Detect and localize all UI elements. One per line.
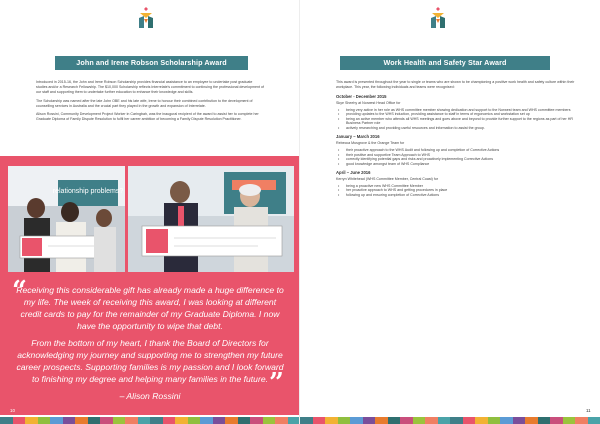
stripe-segment bbox=[338, 417, 351, 424]
section-subheading: Kerryn Whitehead (WHS Committee Member, Central Coast) for bbox=[336, 177, 439, 182]
stripe-segment bbox=[188, 417, 201, 424]
stripe-segment bbox=[0, 417, 13, 424]
stripe-segment bbox=[588, 417, 600, 424]
stripe-segment bbox=[550, 417, 563, 424]
stripe-segment bbox=[138, 417, 151, 424]
stripe-segment bbox=[113, 417, 126, 424]
stripe-segment bbox=[475, 417, 488, 424]
color-stripe-right bbox=[300, 417, 600, 424]
list-item: • being very active in her role as WHS committee member showing dedication and support to the Norwest team and WHS committee members bbox=[336, 108, 576, 113]
stripe-segment bbox=[250, 417, 263, 424]
award-photo-left bbox=[8, 166, 125, 272]
scholarship-paragraph: Introduced in 2015-16, the John and Irene Robson Scholarship provides financial assistance to an employee to undertake post graduate studies and/or a Research Fellowship. The $10,000 Scholarship reflects Interrelate's commitment to continuing the professional development of our staff and supporting them to undertake further education to enhance their knowledge and skills. bbox=[36, 80, 264, 94]
stripe-segment bbox=[313, 417, 326, 424]
stripe-segment bbox=[88, 417, 101, 424]
list-item: • correctly identifying potential gaps and risks and proactively implementing Corrective Actions bbox=[336, 157, 576, 162]
stripe-segment bbox=[413, 417, 426, 424]
right-page bbox=[300, 0, 600, 424]
stripe-segment bbox=[300, 417, 313, 424]
stripe-segment bbox=[563, 417, 576, 424]
stripe-segment bbox=[25, 417, 38, 424]
list-item: • following up and ensuring completion of Corrective Actions bbox=[336, 193, 576, 198]
stripe-segment bbox=[375, 417, 388, 424]
section-heading: October - December 2015 bbox=[336, 94, 387, 99]
stripe-segment bbox=[275, 417, 288, 424]
stripe-segment bbox=[75, 417, 88, 424]
page-number-right: 11 bbox=[586, 408, 591, 413]
list-item: • their positive and supportive Team Approach to WHS bbox=[336, 153, 576, 158]
scholarship-banner-title: John and Irene Robson Scholarship Award bbox=[55, 56, 248, 70]
stripe-segment bbox=[350, 417, 363, 424]
list-item: • her proactive approach to WHS and getting procedures in place bbox=[336, 188, 576, 193]
list-item: • being a proactive new WHS Committee Member bbox=[336, 184, 576, 189]
stripe-segment bbox=[238, 417, 251, 424]
scholarship-paragraph: Alison Rossini, Community Development Project Worker in Caringbah, was the inaugural recipient of the award to assist her to complete her Graduate Diploma of Family Dispute Resolution to fulfil her career ambition of becoming a Family Dispute Resolution Practitioner. bbox=[36, 112, 259, 121]
close-quote-icon: ” bbox=[269, 368, 284, 398]
scholarship-paragraph: The Scholarship was named after the late John OBE and his late wife, Irene to honour their combined contribution to the development of counselling services in Australia and the crucial part they played in the growth and expansion of Interrelate. bbox=[36, 98, 253, 108]
stripe-segment bbox=[575, 417, 588, 424]
testimonial-quote bbox=[14, 284, 286, 402]
interrelate-logo-icon bbox=[430, 6, 446, 30]
section-list bbox=[336, 148, 576, 166]
stripe-segment bbox=[225, 417, 238, 424]
stripe-segment bbox=[400, 417, 413, 424]
list-item: • good knowledge amongst team of WHS Compliance bbox=[336, 162, 576, 167]
section-subheading: Rebecca Musgrove & the Orange Team for bbox=[336, 141, 405, 146]
stripe-segment bbox=[325, 417, 338, 424]
section-list bbox=[336, 108, 576, 131]
list-item: • being an active member who attends all WHS meetings and goes above and beyond to provide further support to the regions as part of her HR Business Partner role bbox=[336, 117, 576, 126]
stripe-segment bbox=[388, 417, 401, 424]
testimonial-panel bbox=[0, 156, 300, 415]
stripe-segment bbox=[450, 417, 463, 424]
stripe-segment bbox=[163, 417, 176, 424]
photo-banner-text: relationship problems? bbox=[52, 188, 124, 195]
stripe-segment bbox=[175, 417, 188, 424]
list-item: • providing updates to the WHS induction, providing assistance to staff in terms of ergonomics and workstation set up bbox=[336, 112, 576, 117]
stripe-segment bbox=[525, 417, 538, 424]
stripe-segment bbox=[513, 417, 526, 424]
stripe-segment bbox=[38, 417, 51, 424]
page-number-left: 10 bbox=[10, 408, 16, 413]
scholarship-body bbox=[36, 80, 264, 126]
stripe-segment bbox=[150, 417, 163, 424]
whs-intro: This award is presented throughout the year to single or teams who are shown to be championing a positive work health and safety culture within their workplace. This year, the following individuals and teams were recognised: bbox=[336, 80, 575, 89]
section-heading: April – June 2016 bbox=[336, 170, 371, 176]
stripe-segment bbox=[200, 417, 213, 424]
quote-paragraph: Receiving this considerable gift has already made a huge difference to my life. The week of receiving this award, I was looking at different credit cards to pay for the remainder of my Graduate Diploma. I now have the opportunity to wipe that debt. bbox=[16, 285, 284, 331]
stripe-segment bbox=[488, 417, 501, 424]
list-item: • their proactive approach to the WHS Audit and following up and completion of Corrective Actions bbox=[336, 148, 576, 153]
stripe-segment bbox=[363, 417, 376, 424]
award-photo-right bbox=[128, 166, 294, 272]
stripe-segment bbox=[213, 417, 226, 424]
stripe-segment bbox=[500, 417, 513, 424]
stripe-segment bbox=[463, 417, 476, 424]
whs-body bbox=[336, 80, 576, 201]
color-stripe-left bbox=[0, 417, 300, 424]
stripe-segment bbox=[100, 417, 113, 424]
quote-paragraph: From the bottom of my heart, I thank the Board of Directors for acknowledging my journey and supporting me to strengthen my future career prospects. Supporting families is my passion and I look forward to finishing my degree and helping many families in the future. bbox=[16, 338, 284, 384]
stripe-segment bbox=[263, 417, 276, 424]
list-item: • actively researching and providing useful resources and information to assist the group. bbox=[336, 126, 576, 131]
section-subheading: Skye Sheehy at Norwest Head Office for bbox=[336, 101, 401, 105]
quote-author: – Alison Rossini bbox=[119, 391, 181, 401]
open-quote-icon: “ bbox=[12, 276, 27, 306]
section-heading: January – March 2016 bbox=[336, 134, 380, 140]
section-list bbox=[336, 184, 576, 198]
stripe-segment bbox=[50, 417, 63, 424]
stripe-segment bbox=[125, 417, 138, 424]
interrelate-logo-icon bbox=[138, 6, 154, 30]
whs-banner-title: Work Health and Safety Star Award bbox=[340, 56, 550, 70]
stripe-segment bbox=[13, 417, 26, 424]
stripe-segment bbox=[538, 417, 551, 424]
stripe-segment bbox=[438, 417, 451, 424]
stripe-segment bbox=[425, 417, 438, 424]
stripe-segment bbox=[63, 417, 76, 424]
